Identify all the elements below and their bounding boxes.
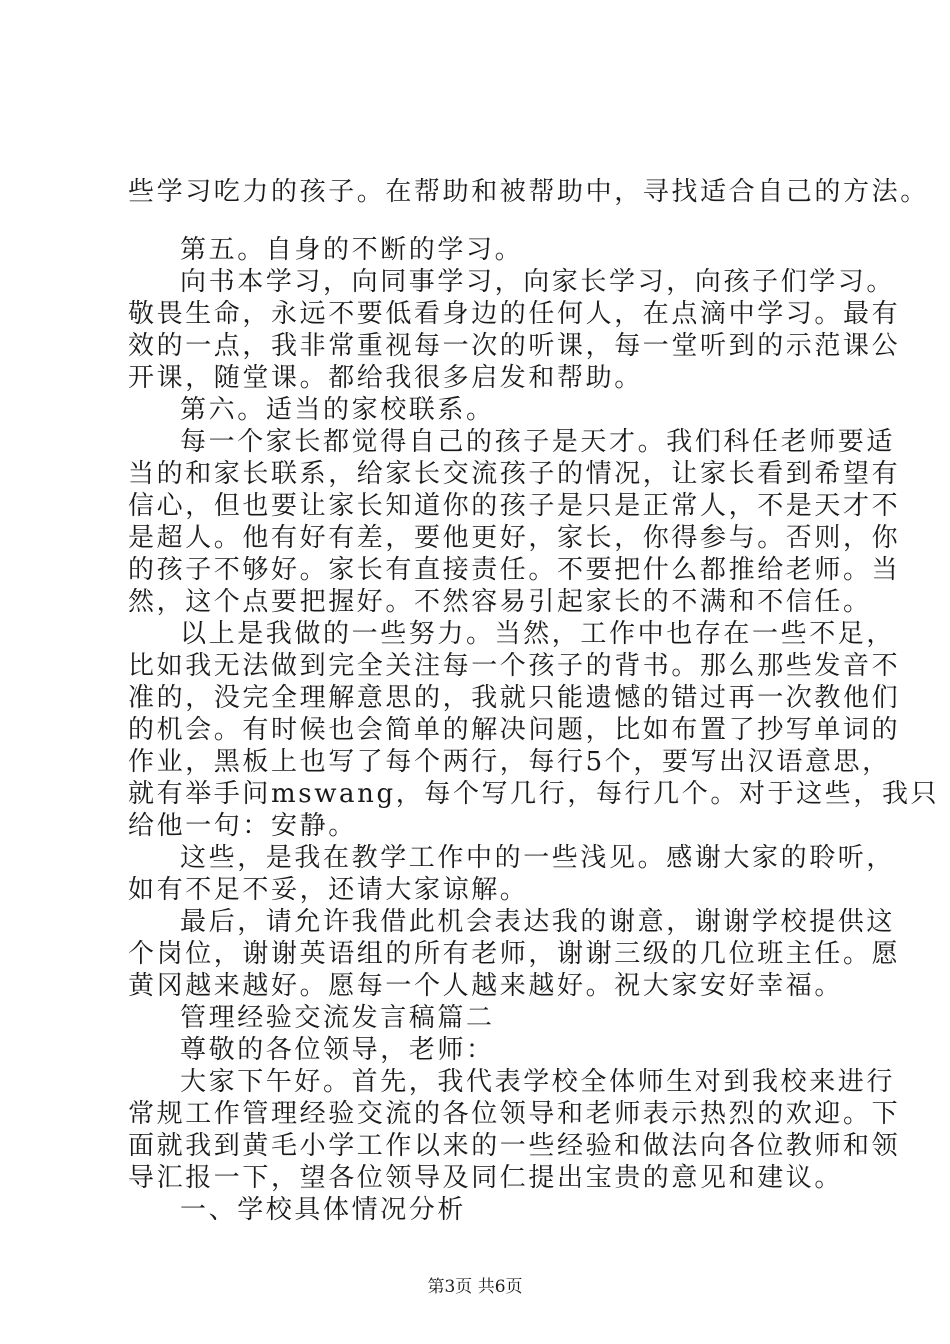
text-line: 的孩子不够好。家长有直接责任。不要把什么都推给老师。当 (128, 555, 901, 585)
text-line: 最后，请允许我借此机会表达我的谢意，谢谢学校提供这 (180, 907, 896, 937)
text-line: 当的和家长联系，给家长交流孩子的情况，让家长看到希望有 (128, 459, 901, 489)
text-line: 大家下午好。首先，我代表学校全体师生对到我校来进行 (180, 1067, 896, 1097)
text-line: 是超人。他有好有差，要他更好，家长，你得参与。否则，你 (128, 523, 901, 553)
text-line: 如有不足不妥，还请大家谅解。 (128, 875, 529, 905)
text-line: 每一个家长都觉得自己的孩子是天才。我们科任老师要适 (180, 427, 896, 457)
text-line: 开课，随堂课。都给我很多启发和帮助。 (128, 363, 643, 393)
text-line: 些学习吃力的孩子。在帮助和被帮助中，寻找适合自己的方法。 (128, 177, 929, 207)
text-line: 的机会。有时候也会简单的解决问题，比如布置了抄写单词的 (128, 715, 901, 745)
text-line: 信心，但也要让家长知道你的孩子是只是正常人，不是天才不 (128, 491, 901, 521)
section-heading: 第六。适当的家校联系。 (180, 395, 495, 425)
text-line: 黄冈越来越好。愿每一个人越来越好。祝大家安好幸福。 (128, 971, 844, 1001)
text-line: 准的，没完全理解意思的，我就只能遗憾的错过再一次教他们 (128, 683, 901, 713)
text-line: 面就我到黄毛小学工作以来的一些经验和做法向各位教师和领 (128, 1131, 901, 1161)
text-line: 比如我无法做到完全关注每一个孩子的背书。那么那些发音不 (128, 651, 901, 681)
section-heading: 一、学校具体情况分析 (180, 1195, 467, 1225)
text-line: 给他一句：安静。 (128, 811, 357, 841)
text-line: 敬畏生命，永远不要低看身边的任何人，在点滴中学习。最有 (128, 299, 901, 329)
text-line: 然，这个点要把握好。不然容易引起家长的不满和不信任。 (128, 587, 872, 617)
text-line: 就有举手问mswang，每个写几行，每行几个。对于这些，我只 (128, 779, 940, 809)
text-line: 这些，是我在教学工作中的一些浅见。感谢大家的聆听， (180, 843, 896, 873)
text-line: 效的一点，我非常重视每一次的听课，每一堂听到的示范课公 (128, 331, 901, 361)
text-line: 个岗位，谢谢英语组的所有老师，谢谢三级的几位班主任。愿 (128, 939, 901, 969)
text-line: 导汇报一下，望各位领导及同仁提出宝贵的意见和建议。 (128, 1163, 844, 1193)
text-line: 作业，黑板上也写了每个两行，每行5个，要写出汉语意思， (128, 747, 891, 777)
section-heading: 第五。自身的不断的学习。 (180, 235, 524, 265)
salutation: 尊敬的各位领导，老师： (180, 1035, 495, 1065)
text-line: 常规工作管理经验交流的各位领导和老师表示热烈的欢迎。下 (128, 1099, 901, 1129)
page-number-footer: 第3页 共6页 (427, 1277, 523, 1297)
text-line: 以上是我做的一些努力。当然，工作中也存在一些不足， (180, 619, 896, 649)
section-title: 管理经验交流发言稿篇二 (180, 1003, 495, 1033)
text-line: 向书本学习，向同事学习，向家长学习，向孩子们学习。 (180, 267, 896, 297)
